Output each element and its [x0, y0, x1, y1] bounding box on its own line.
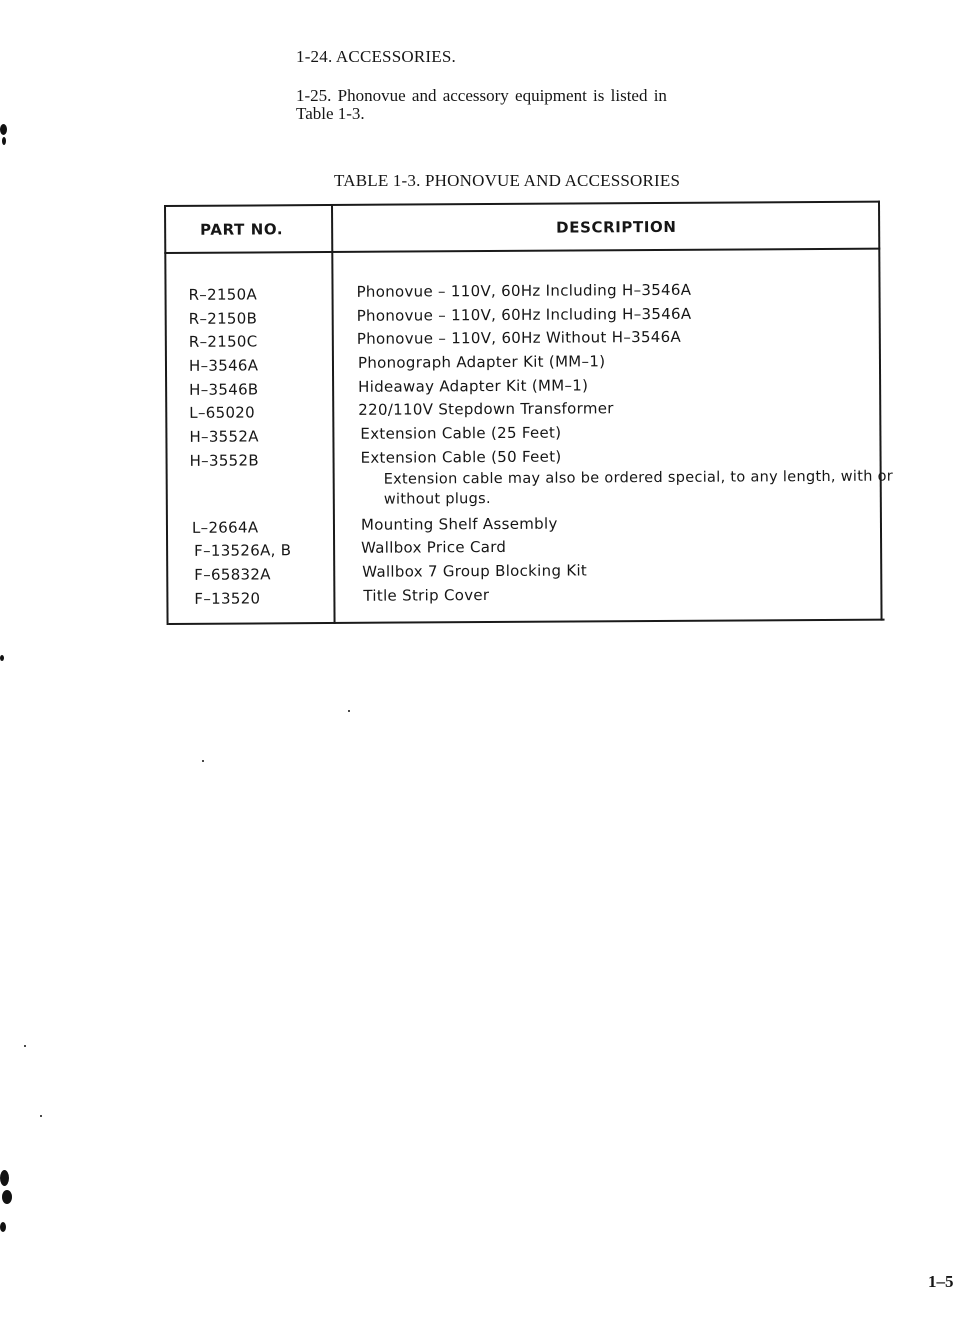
table-row-description: Extension Cable (50 Feet) — [360, 447, 562, 467]
table-row-part: R–2150A — [188, 285, 258, 304]
table-row-part: L–2664A — [191, 518, 259, 537]
table-caption: TABLE 1-3. PHONOVUE AND ACCESSORIES — [334, 171, 681, 190]
table-row-description: 220/110V Stepdown Transformer — [358, 399, 614, 419]
table-row-description: Extension Cable (25 Feet) — [360, 423, 562, 443]
accessories-table — [164, 201, 894, 626]
table-border-right — [878, 201, 883, 621]
paragraph-line: 1-25. Phonovue and accessory equipment is listed in — [296, 86, 667, 105]
table-border-left — [164, 205, 169, 625]
table-row-part: F–13526A, B — [194, 541, 292, 560]
paragraph-line: Table 1-3. — [296, 104, 365, 123]
table-row-part: F–65832A — [194, 565, 271, 584]
table-row-part: L–65020 — [189, 403, 256, 422]
scan-artifact — [0, 1170, 9, 1186]
table-row-part: F–13520 — [194, 589, 261, 608]
table-row-description: Wallbox 7 Group Blocking Kit — [362, 561, 588, 581]
table-row-part: H–3546A — [188, 356, 259, 375]
scan-artifact — [348, 710, 350, 712]
table-note: Extension cable may also be ordered special, to any length, with or — [383, 468, 894, 488]
table-note: without plugs. — [383, 491, 491, 508]
table-row-description: Phonograph Adapter Kit (MM–1) — [357, 352, 606, 372]
table-row-part: H–3546B — [189, 380, 259, 399]
scan-artifact — [40, 1115, 42, 1117]
table-row-part: H–3552A — [189, 427, 259, 446]
table-row-description: Wallbox Price Card — [361, 537, 507, 557]
table-row-description: Phonovue – 110V, 60Hz Including H–3546A — [356, 304, 692, 325]
table-border-bottom — [169, 619, 885, 625]
table-row-part: R–2150C — [188, 332, 258, 351]
column-header-part-no: PART NO. — [200, 220, 284, 239]
table-row-part: R–2150B — [188, 309, 258, 328]
scan-artifact — [0, 655, 4, 661]
scan-artifact — [0, 124, 7, 135]
table-row-part: H–3552B — [189, 451, 259, 470]
header-divider — [164, 248, 880, 254]
scan-artifact — [24, 1045, 26, 1047]
page-number: 1–5 — [928, 1272, 954, 1291]
table-row-description: Hideaway Adapter Kit (MM–1) — [358, 376, 589, 396]
column-divider — [331, 204, 336, 624]
table-row-description: Title Strip Cover — [363, 586, 490, 605]
scan-artifact — [2, 137, 6, 145]
table-row-description: Phonovue – 110V, 60Hz Without H–3546A — [356, 327, 682, 348]
table-row-description: Mounting Shelf Assembly — [360, 514, 558, 534]
table-border-top — [164, 201, 880, 207]
column-header-description: DESCRIPTION — [556, 217, 677, 237]
section-heading: 1-24. ACCESSORIES. — [296, 47, 456, 66]
scan-artifact — [2, 1190, 12, 1204]
table-row-description: Phonovue – 110V, 60Hz Including H–3546A — [356, 280, 692, 301]
scan-artifact — [0, 1222, 6, 1232]
scan-artifact — [202, 760, 204, 762]
